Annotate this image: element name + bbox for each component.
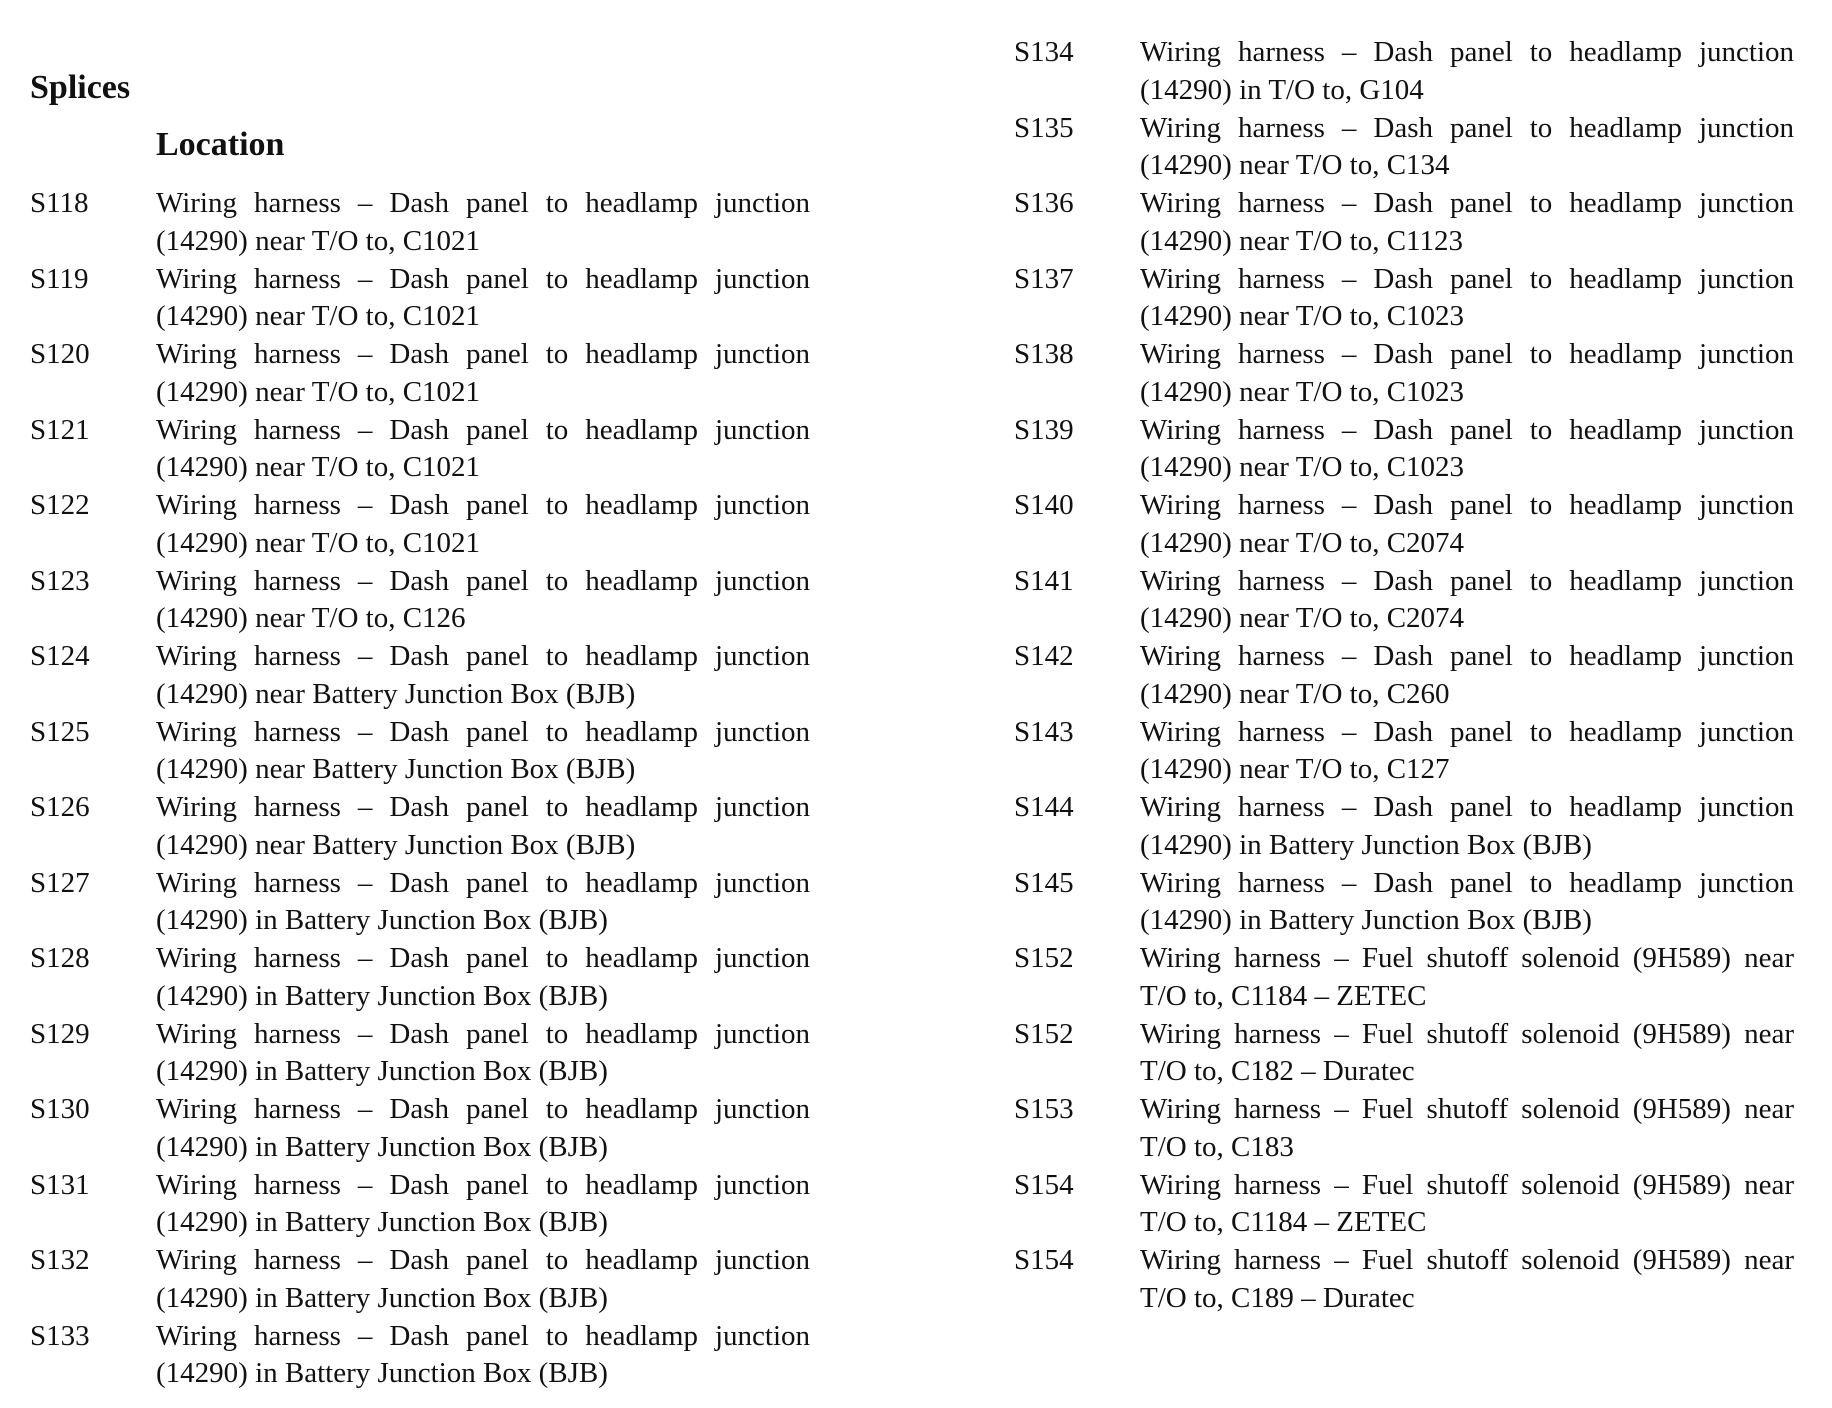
splice-location: Wiring harness – Fuel shutoff solenoid (9H589) near T/O to, C1184 – ZETEC — [1140, 942, 1794, 1012]
splice-location: Wiring harness – Dash panel to headlamp junction (14290) near Battery Junction Box (BJB) — [156, 640, 810, 710]
splice-entry — [30, 638, 814, 714]
splice-code: S128 — [30, 942, 90, 974]
splice-code: S154 — [1014, 1168, 1074, 1201]
splice-entry — [1014, 34, 1798, 110]
splice-location: Wiring harness – Dash panel to headlamp junction (14290) near T/O to, C1021 — [156, 338, 810, 408]
splice-entry — [1014, 412, 1798, 488]
splice-entry — [1014, 865, 1798, 941]
splice-code: S124 — [30, 640, 90, 672]
splice-code: S154 — [1014, 1244, 1074, 1276]
splice-code: S145 — [1014, 866, 1074, 899]
splice-location: Wiring harness – Dash panel to headlamp junction (14290) in Battery Junction Box (BJB) — [156, 942, 810, 1012]
splice-location: Wiring harness – Dash panel to headlamp junction (14290) near T/O to, C260 — [1140, 640, 1794, 710]
splice-entry — [1014, 487, 1798, 563]
splice-code: S138 — [1014, 338, 1074, 370]
splice-code: S143 — [1014, 715, 1074, 748]
splice-code: S129 — [30, 1017, 90, 1050]
splice-location: Wiring harness – Fuel shutoff solenoid (9H589) near T/O to, C182 – Duratec — [1140, 1017, 1794, 1087]
splice-code: S123 — [30, 564, 90, 597]
splice-code: S152 — [1014, 1017, 1074, 1050]
splice-entry — [1014, 261, 1798, 337]
splice-location: Wiring harness – Dash panel to headlamp junction (14290) in Battery Junction Box (BJB) — [1140, 791, 1794, 861]
splice-code: S136 — [1014, 187, 1074, 219]
splice-code: S144 — [1014, 791, 1074, 823]
splice-location: Wiring harness – Dash panel to headlamp junction (14290) in Battery Junction Box (BJB) — [156, 1244, 810, 1314]
splice-code: S118 — [30, 187, 89, 219]
splice-code: S121 — [30, 413, 90, 446]
splice-location: Wiring harness – Dash panel to headlamp junction (14290) near Battery Junction Box (BJB) — [156, 791, 810, 861]
splice-code: S122 — [30, 489, 90, 521]
splice-code: S140 — [1014, 489, 1074, 521]
splice-location: Wiring harness – Fuel shutoff solenoid (9H589) near T/O to, C183 — [1140, 1093, 1794, 1163]
splice-code: S139 — [1014, 413, 1074, 446]
splice-entry — [30, 1318, 814, 1394]
splice-entry — [1014, 940, 1798, 1016]
splice-entry — [1014, 638, 1798, 714]
splice-entry — [30, 1242, 814, 1318]
splice-code: S142 — [1014, 640, 1074, 672]
splice-entry — [30, 487, 814, 563]
splice-entry — [1014, 1167, 1798, 1243]
splice-location: Wiring harness – Dash panel to headlamp junction (14290) near T/O to, C1023 — [1140, 262, 1794, 332]
splice-entry — [1014, 336, 1798, 412]
splice-entry — [30, 185, 814, 261]
splice-entry — [30, 789, 814, 865]
splice-entry — [30, 1167, 814, 1243]
splice-entry — [30, 336, 814, 412]
splice-code: S125 — [30, 715, 90, 748]
splice-entry — [30, 865, 814, 941]
splice-code: S137 — [1014, 262, 1074, 295]
splice-code: S126 — [30, 791, 90, 823]
splice-code: S130 — [30, 1093, 90, 1125]
splice-entry — [30, 412, 814, 488]
splice-location: Wiring harness – Dash panel to headlamp junction (14290) near T/O to, C1021 — [156, 262, 810, 332]
splice-location: Wiring harness – Fuel shutoff solenoid (9H589) near T/O to, C1184 – ZETEC — [1140, 1168, 1794, 1238]
splice-location: Wiring harness – Dash panel to headlamp junction (14290) near T/O to, C126 — [156, 564, 810, 634]
splice-entry — [1014, 563, 1798, 639]
splice-entry — [1014, 110, 1798, 186]
splice-location: Wiring harness – Dash panel to headlamp junction (14290) in Battery Junction Box (BJB) — [156, 1093, 810, 1163]
splice-entry — [30, 563, 814, 639]
splice-location: Wiring harness – Dash panel to headlamp junction (14290) in Battery Junction Box (BJB) — [156, 1319, 810, 1389]
splice-entry — [30, 261, 814, 337]
splice-location: Wiring harness – Dash panel to headlamp junction (14290) in Battery Junction Box (BJB) — [156, 866, 810, 936]
splice-location: Wiring harness – Dash panel to headlamp junction (14290) near T/O to, C1023 — [1140, 413, 1794, 483]
splice-location: Wiring harness – Dash panel to headlamp junction (14290) in T/O to, G104 — [1140, 36, 1794, 106]
splice-location: Wiring harness – Dash panel to headlamp junction (14290) near T/O to, C1023 — [1140, 338, 1794, 408]
splice-location: Wiring harness – Dash panel to headlamp junction (14290) in Battery Junction Box (BJB) — [1140, 866, 1794, 936]
splice-code: S135 — [1014, 111, 1074, 144]
splice-list-right — [1014, 34, 1798, 1318]
splice-code: S141 — [1014, 564, 1074, 597]
splice-entry — [1014, 1091, 1798, 1167]
splice-entry — [30, 714, 814, 790]
splice-code: S119 — [30, 262, 89, 295]
splice-code: S120 — [30, 338, 90, 370]
splice-location: Wiring harness – Dash panel to headlamp junction (14290) near T/O to, C2074 — [1140, 489, 1794, 559]
splice-location: Wiring harness – Dash panel to headlamp junction (14290) near T/O to, C1021 — [156, 489, 810, 559]
splice-code: S131 — [30, 1168, 90, 1201]
splice-location: Wiring harness – Dash panel to headlamp junction (14290) near T/O to, C1123 — [1140, 187, 1794, 257]
splice-code: S153 — [1014, 1093, 1074, 1125]
splice-entry — [1014, 1016, 1798, 1092]
splice-location: Wiring harness – Dash panel to headlamp junction (14290) near T/O to, C2074 — [1140, 564, 1794, 634]
location-column-heading: Location — [156, 126, 285, 163]
splice-code: S127 — [30, 866, 90, 899]
splice-location: Wiring harness – Dash panel to headlamp junction (14290) near T/O to, C134 — [1140, 111, 1794, 181]
splice-entry — [30, 940, 814, 1016]
splice-location: Wiring harness – Dash panel to headlamp junction (14290) near T/O to, C127 — [1140, 715, 1794, 785]
splice-code: S133 — [30, 1319, 90, 1352]
splice-location: Wiring harness – Dash panel to headlamp junction (14290) near T/O to, C1021 — [156, 187, 810, 257]
splice-location: Wiring harness – Dash panel to headlamp junction (14290) in Battery Junction Box (BJB) — [156, 1017, 810, 1087]
splice-location: Wiring harness – Dash panel to headlamp junction (14290) in Battery Junction Box (BJB) — [156, 1168, 810, 1238]
splice-entry — [1014, 714, 1798, 790]
splice-entry — [1014, 185, 1798, 261]
splice-entry — [30, 1016, 814, 1092]
splice-list-left — [30, 185, 814, 1393]
splice-entry — [1014, 789, 1798, 865]
page-title: Splices — [30, 69, 131, 106]
splice-entry — [30, 1091, 814, 1167]
splice-code: S132 — [30, 1244, 90, 1276]
splice-code: S152 — [1014, 942, 1074, 974]
splice-location: Wiring harness – Fuel shutoff solenoid (9H589) near T/O to, C189 – Duratec — [1140, 1244, 1794, 1314]
splice-code: S134 — [1014, 36, 1074, 68]
splice-location: Wiring harness – Dash panel to headlamp junction (14290) near Battery Junction Box (BJB) — [156, 715, 810, 785]
splice-entry — [1014, 1242, 1798, 1318]
splice-location: Wiring harness – Dash panel to headlamp junction (14290) near T/O to, C1021 — [156, 413, 810, 483]
